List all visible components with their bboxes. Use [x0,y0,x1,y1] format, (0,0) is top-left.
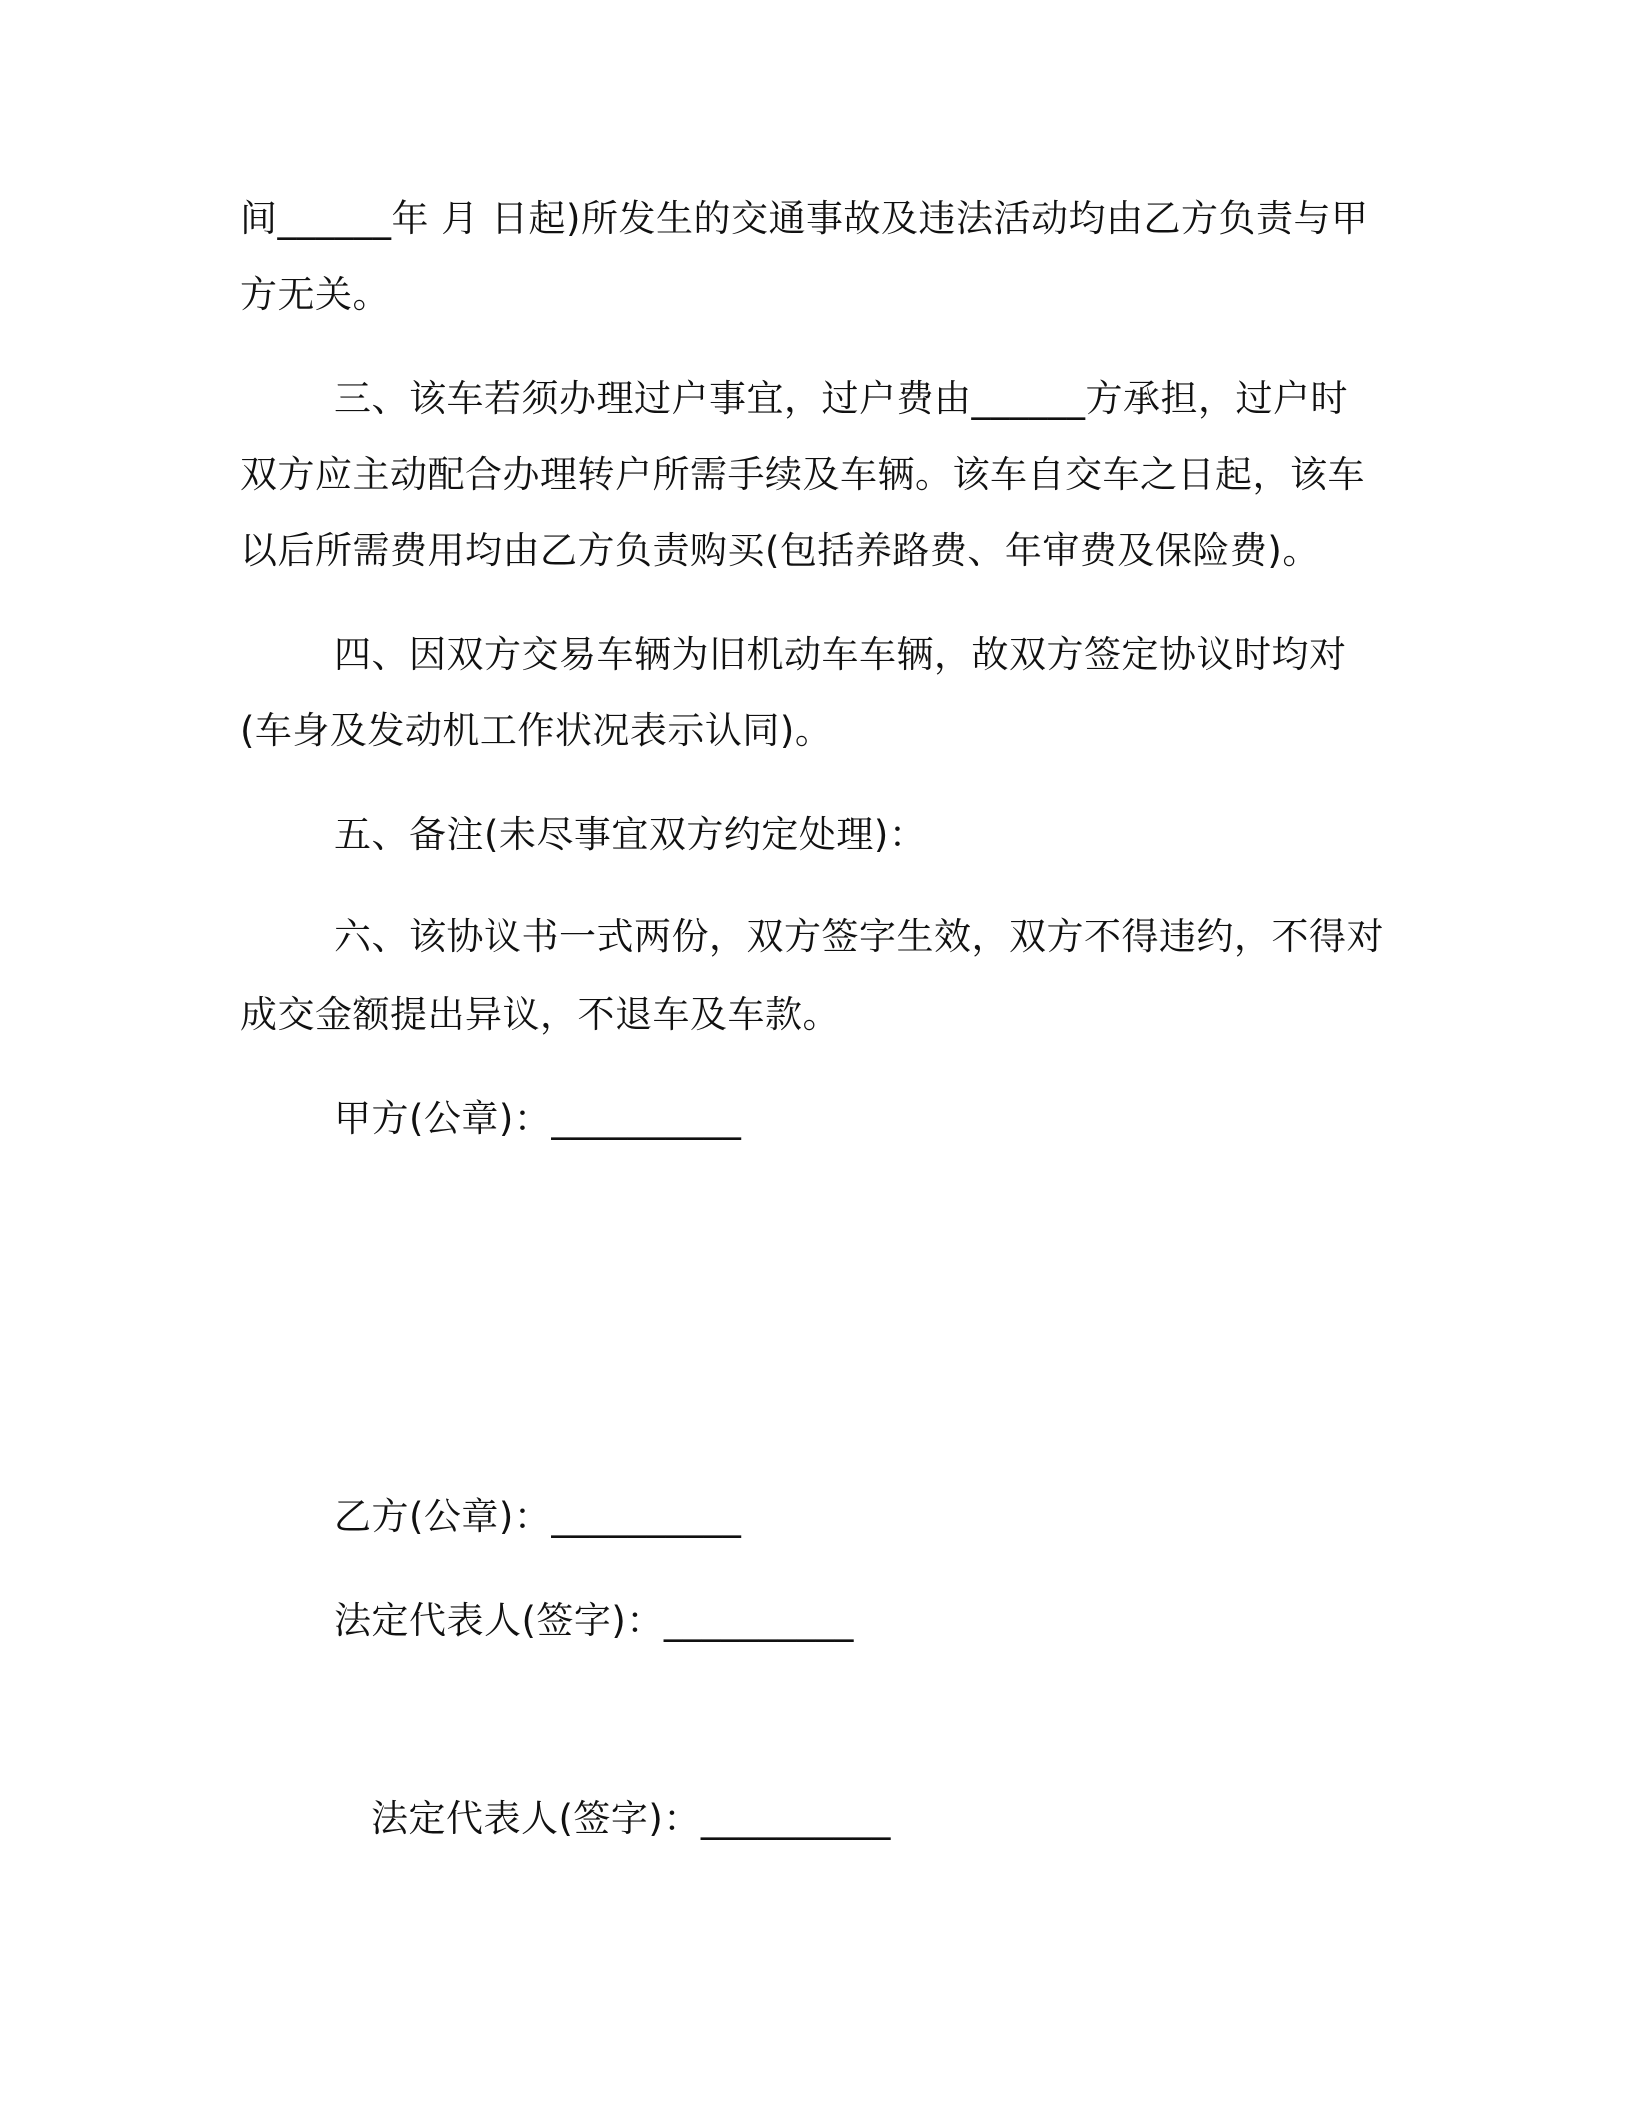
paragraph-continuation-line-2: 方无关。 [240,273,390,316]
paragraph-continuation-line-1: 间______年 月 日起)所发生的交通事故及违法活动均由乙方负责与甲 [240,197,1369,240]
clause-6-line-2: 成交金额提出异议，不退车及车款。 [240,993,840,1036]
clause-5-line-1: 五、备注(未尽事宜双方约定处理)： [334,813,927,856]
clause-4-line-2: (车身及发动机工作状况表示认同)。 [240,709,833,752]
legal-representative-signature-line-2: 法定代表人(签字)：__________ [371,1797,891,1840]
clause-3-line-3: 以后所需费用均由乙方负责购买(包括养路费、年审费及保险费)。 [240,529,1320,572]
clause-4-line-1: 四、因双方交易车辆为旧机动车车辆，故双方签定协议时均对 [334,633,1347,676]
clause-3-line-1: 三、该车若须办理过户事宜，过户费由______方承担，过户时 [334,377,1348,420]
legal-representative-signature-line-1: 法定代表人(签字)：__________ [334,1599,854,1642]
clause-6-line-1: 六、该协议书一式两份，双方签字生效，双方不得违约，不得对 [334,915,1384,958]
clause-3-line-2: 双方应主动配合办理转户所需手续及车辆。该车自交车之日起，该车 [240,453,1365,496]
party-b-seal-line: 乙方(公章)：__________ [334,1495,742,1538]
party-a-seal-line: 甲方(公章)：__________ [334,1097,742,1140]
